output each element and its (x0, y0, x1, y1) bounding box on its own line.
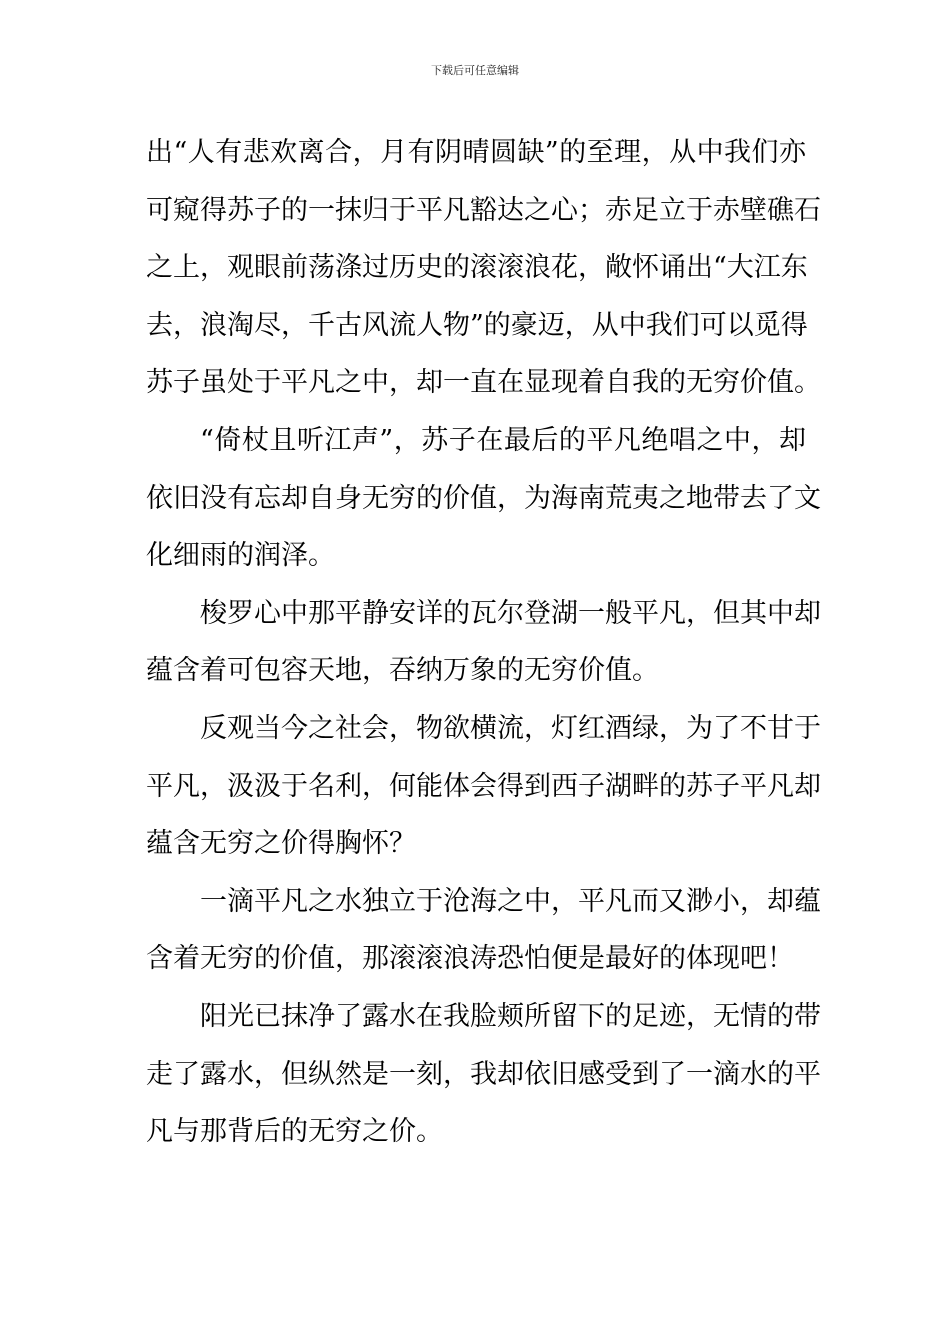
page-header: 下载后可任意编辑 (431, 64, 519, 77)
document-body (146, 124, 821, 1161)
paragraph-1 (146, 412, 821, 585)
text-line: 一滴平凡之水独立于沧海之中，平凡而又渺小，却蕴 (200, 885, 821, 917)
text-line: 可窥得苏子的一抹归于平凡豁达之心；赤足立于赤壁礁石 (146, 194, 821, 226)
text-line: 之上，观眼前荡涤过历史的滚滚浪花，敞怀诵出“大江东 (146, 252, 808, 284)
text-line: 凡与那背后的无穷之价。 (146, 1116, 443, 1148)
text-line: 苏子虽处于平凡之中，却一直在显现着自我的无穷价值。 (146, 367, 821, 399)
text-line: 走了露水，但纵然是一刻，我却依旧感受到了一滴水的平 (146, 1058, 821, 1090)
text-line: “倚杖且听江声”，苏子在最后的平凡绝唱之中，却 (200, 424, 806, 456)
text-line: 梭罗心中那平静安详的瓦尔登湖一般平凡，但其中却 (200, 597, 821, 629)
paragraph-4 (146, 873, 821, 988)
text-line: 去，浪淘尽，千古风流人物”的豪迈，从中我们可以觅得 (146, 309, 808, 341)
text-line: 阳光已抹净了露水在我脸颊所留下的足迹，无情的带 (200, 1000, 821, 1032)
paragraph-0 (146, 124, 821, 412)
text-line: 出“人有悲欢离合，月有阴晴圆缺”的至理，从中我们亦 (146, 137, 806, 168)
paragraph-5 (146, 988, 821, 1161)
text-line: 化细雨的润泽。 (146, 540, 335, 572)
paragraph-3 (146, 700, 821, 873)
text-line: 依旧没有忘却自身无穷的价值，为海南荒夷之地带去了文 (146, 482, 821, 514)
text-line: 含着无穷的价值，那滚滚浪涛恐怕便是最好的体现吧！ (146, 943, 794, 975)
text-line: 反观当今之社会，物欲横流，灯红酒绿，为了不甘于 (200, 712, 821, 744)
paragraph-2 (146, 585, 821, 700)
text-line: 蕴含着可包容天地，吞纳万象的无穷价值。 (146, 655, 659, 687)
text-line: 平凡，汲汲于名利，何能体会得到西子湖畔的苏子平凡却 (146, 770, 821, 802)
text-line: 蕴含无穷之价得胸怀？ (146, 828, 416, 860)
